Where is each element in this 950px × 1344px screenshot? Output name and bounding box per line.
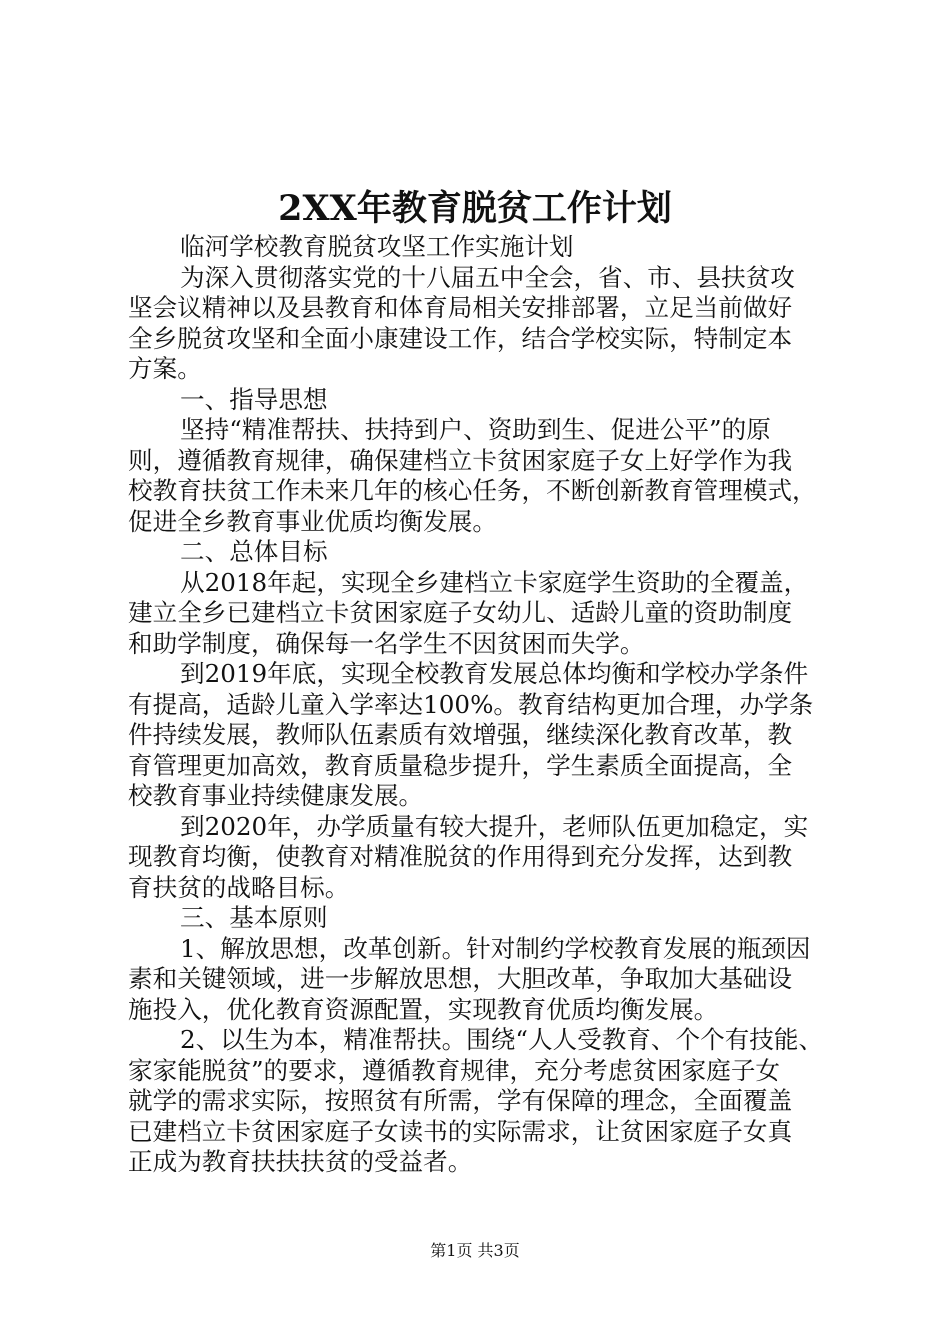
document-title: 2XX年教育脱贫工作计划 [278, 188, 672, 229]
text-line: 育扶贫的战略目标。 [128, 872, 350, 902]
text-line: 促进全乡教育事业优质均衡发展。 [128, 506, 497, 536]
text-line: 方案。 [128, 354, 202, 383]
text-line: 坚持“精准帮扶、扶持到户、资助到生、促进公平”的原 [180, 415, 771, 444]
text-line: 建立全乡已建档立卡贫困家庭子女幼儿、适龄儿童的资助制度 [128, 598, 793, 627]
text-line: 从2018年起，实现全乡建档立卡家庭学生资助的全覆盖， [180, 567, 809, 597]
text-line: 一、指导思想 [180, 384, 328, 414]
text-line: 到2019年底，实现全校教育发展总体均衡和学校办学条件 [180, 659, 809, 688]
document-body [128, 232, 838, 1178]
text-line: 三、基本原则 [180, 903, 328, 932]
page-footer: 第1页 共3页 [430, 1241, 520, 1260]
text-line: 正成为教育扶扶扶贫的受益者。 [128, 1147, 473, 1176]
text-line: 全乡脱贫攻坚和全面小康建设工作，结合学校实际，特制定本 [128, 323, 793, 353]
text-line: 校教育事业持续健康发展。 [128, 781, 424, 810]
text-line: 1、解放思想，改革创新。针对制约学校教育发展的瓶颈因 [180, 933, 811, 963]
text-line: 有提高，适龄儿童入学率达100%。教育结构更加合理，办学条 [128, 689, 814, 719]
text-line: 育管理更加高效，教育质量稳步提升，学生素质全面提高，全 [128, 750, 793, 780]
text-line: 校教育扶贫工作未来几年的核心任务，不断创新教育管理模式， [128, 476, 817, 505]
text-line: 2、以生为本，精准帮扶。围绕“人人受教育、个个有技能、 [180, 1025, 824, 1054]
text-line: 素和关键领域，进一步解放思想，大胆改革，争取加大基础设 [128, 964, 793, 993]
text-line: 到2020年，办学质量有较大提升，老师队伍更加稳定，实 [180, 811, 809, 841]
text-line: 临河学校教育脱贫攻坚工作实施计划 [180, 232, 574, 261]
text-line: 已建档立卡贫困家庭子女读书的实际需求，让贫困家庭子女真 [128, 1116, 793, 1146]
text-line: 施投入，优化教育资源配置，实现教育优质均衡发展。 [128, 994, 719, 1024]
text-line: 则，遵循教育规律，确保建档立卡贫困家庭子女上好学作为我 [128, 445, 793, 475]
text-line: 件持续发展，教师队伍素质有效增强，继续深化教育改革，教 [128, 720, 793, 749]
text-line: 现教育均衡，使教育对精准脱贫的作用得到充分发挥，达到教 [128, 842, 793, 871]
text-line: 就学的需求实际，按照贫有所需，学有保障的理念，全面覆盖 [128, 1086, 793, 1115]
text-line: 为深入贯彻落实党的十八届五中全会，省、市、县扶贫攻 [180, 262, 795, 292]
text-line: 家家能脱贫”的要求，遵循教育规律，充分考虑贫困家庭子女 [128, 1055, 781, 1085]
text-line: 二、总体目标 [180, 537, 328, 566]
text-line: 和助学制度，确保每一名学生不因贫困而失学。 [128, 628, 645, 658]
text-line: 坚会议精神以及县教育和体育局相关安排部署，立足当前做好 [128, 293, 793, 322]
